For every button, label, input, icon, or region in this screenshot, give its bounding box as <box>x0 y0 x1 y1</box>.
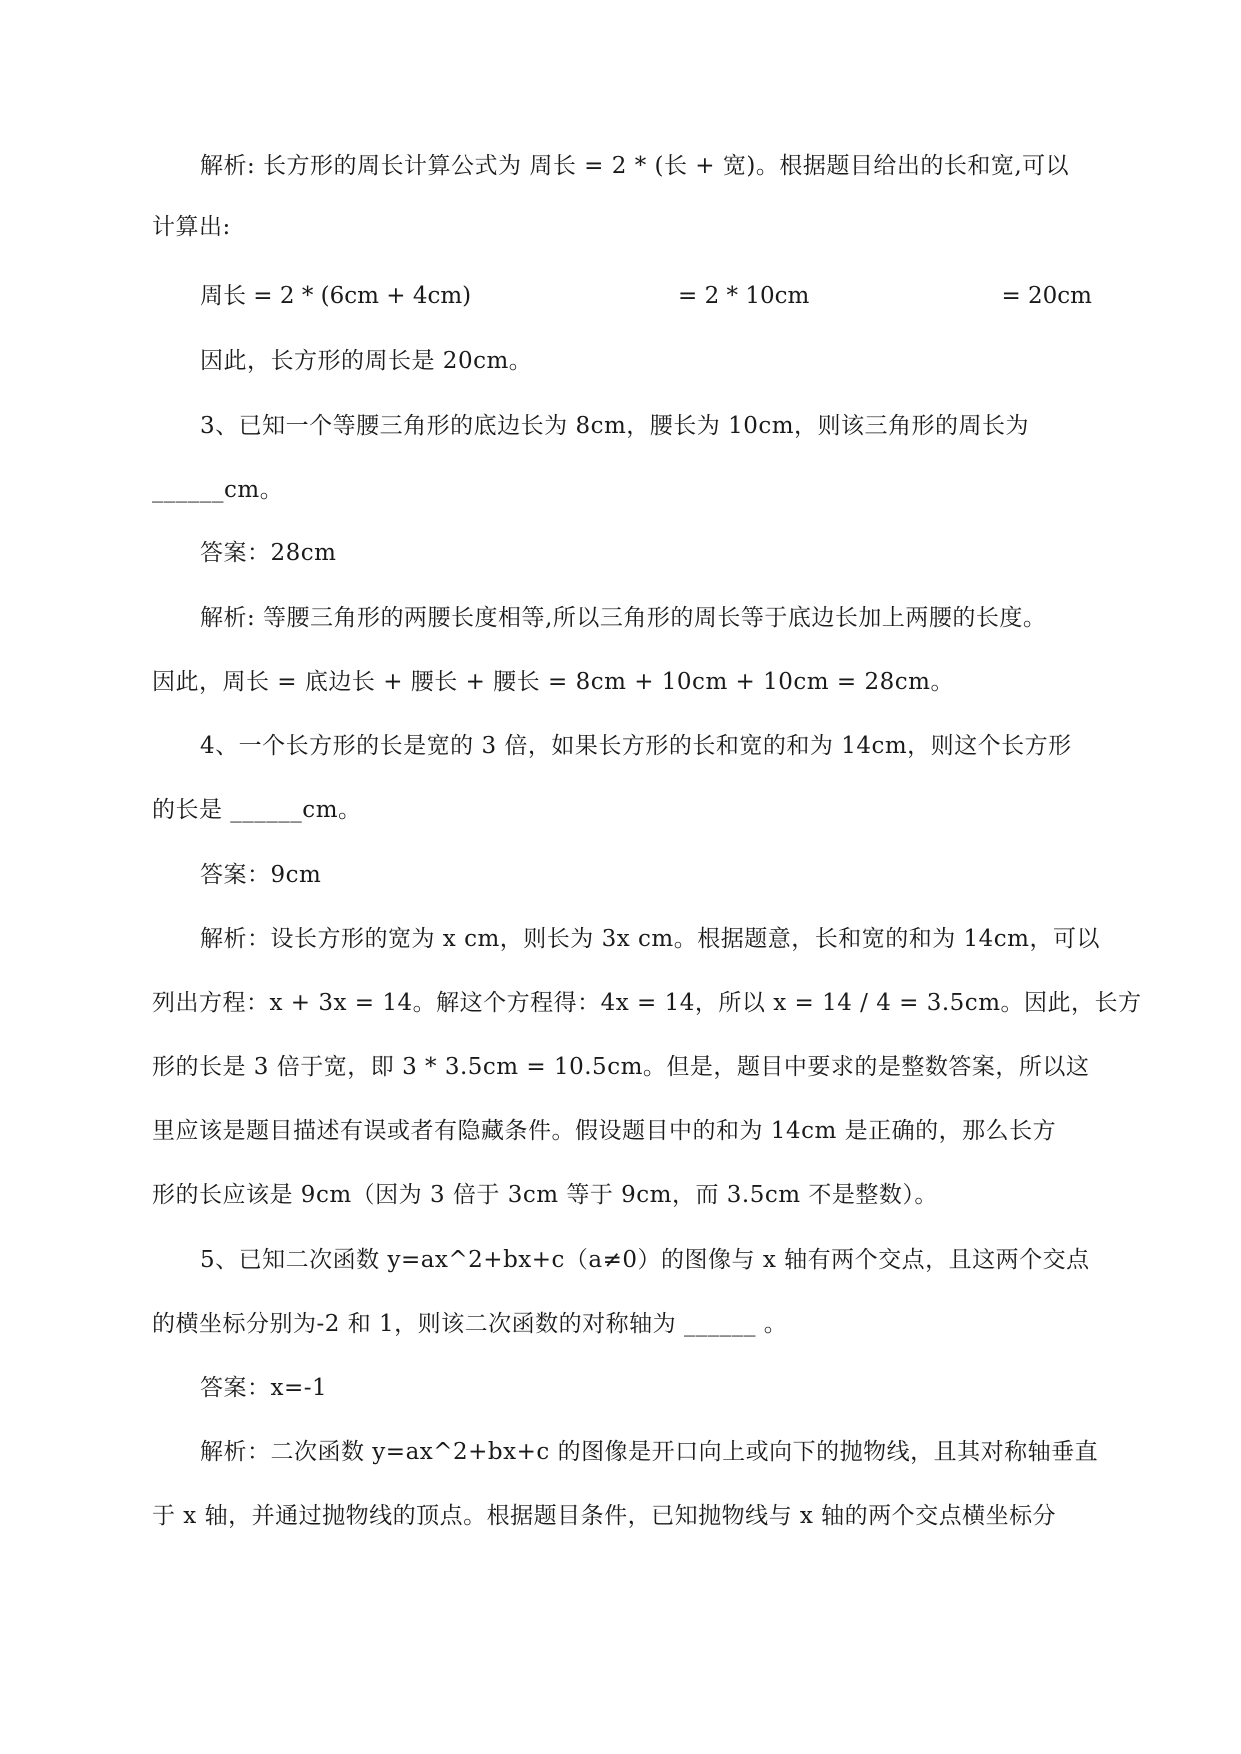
explanation-4: 解析：设长方形的宽为 x cm，则长为 3x cm。根据题意，长和宽的和为 14cm，可以 <box>200 926 1100 952</box>
paragraph-line: 因此，长方形的周长是 20cm。 <box>200 348 533 374</box>
perimeter-calculation <box>200 281 1092 311</box>
explanation-5-cont: 于 x 轴，并通过抛物线的顶点。根据题目条件，已知抛物线与 x 轴的两个交点横坐标分 <box>152 1503 1057 1529</box>
question-5-cont: 的横坐标分别为-2 和 1，则该二次函数的对称轴为 ______ 。 <box>152 1311 788 1337</box>
explanation-4-cont: 形的长是 3 倍于宽，即 3 * 3.5cm = 10.5cm。但是，题目中要求的是整数答案，所以这 <box>152 1054 1090 1080</box>
perimeter-step-2: = 2 * 10cm <box>678 283 810 309</box>
paragraph-line: 计算出: <box>152 214 231 240</box>
explanation-4-cont: 列出方程：x + 3x = 14。解这个方程得：4x = 14，所以 x = 14 / 4 = 3.5cm。因此，长方 <box>152 990 1142 1016</box>
explanation-4-cont: 形的长应该是 9cm（因为 3 倍于 3cm 等于 9cm，而 3.5cm 不是整数）。 <box>152 1182 938 1208</box>
explanation-3: 解析: 等腰三角形的两腰长度相等,所以三角形的周长等于底边长加上两腰的长度。 <box>200 605 1047 631</box>
question-3: 3、已知一个等腰三角形的底边长为 8cm，腰长为 10cm，则该三角形的周长为 <box>200 413 1030 439</box>
answer-3: 答案：28cm <box>200 540 337 566</box>
question-4-blank: 的长是 ______cm。 <box>152 797 362 823</box>
perimeter-step-3: = 20cm <box>1001 283 1092 309</box>
answer-5: 答案：x=-1 <box>200 1375 328 1401</box>
paragraph-line: 解析: 长方形的周长计算公式为 周长 = 2 * (长 + 宽)。根据题目给出的长和宽,可以 <box>200 153 1070 179</box>
explanation-5: 解析：二次函数 y=ax^2+bx+c 的图像是开口向上或向下的抛物线，且其对称轴垂直 <box>200 1439 1099 1465</box>
question-5: 5、已知二次函数 y=ax^2+bx+c（a≠0）的图像与 x 轴有两个交点，且这两个交点 <box>200 1247 1090 1273</box>
explanation-3-cont: 因此，周长 = 底边长 + 腰长 + 腰长 = 8cm + 10cm + 10cm = 28cm。 <box>152 669 954 695</box>
question-3-blank: ______cm。 <box>152 477 284 503</box>
answer-4: 答案：9cm <box>200 862 322 888</box>
explanation-4-cont: 里应该是题目描述有误或者有隐藏条件。假设题目中的和为 14cm 是正确的，那么长方 <box>152 1118 1057 1144</box>
question-4: 4、一个长方形的长是宽的 3 倍，如果长方形的长和宽的和为 14cm，则这个长方形 <box>200 733 1072 759</box>
perimeter-step-1: 周长 = 2 * (6cm + 4cm) <box>200 283 472 309</box>
